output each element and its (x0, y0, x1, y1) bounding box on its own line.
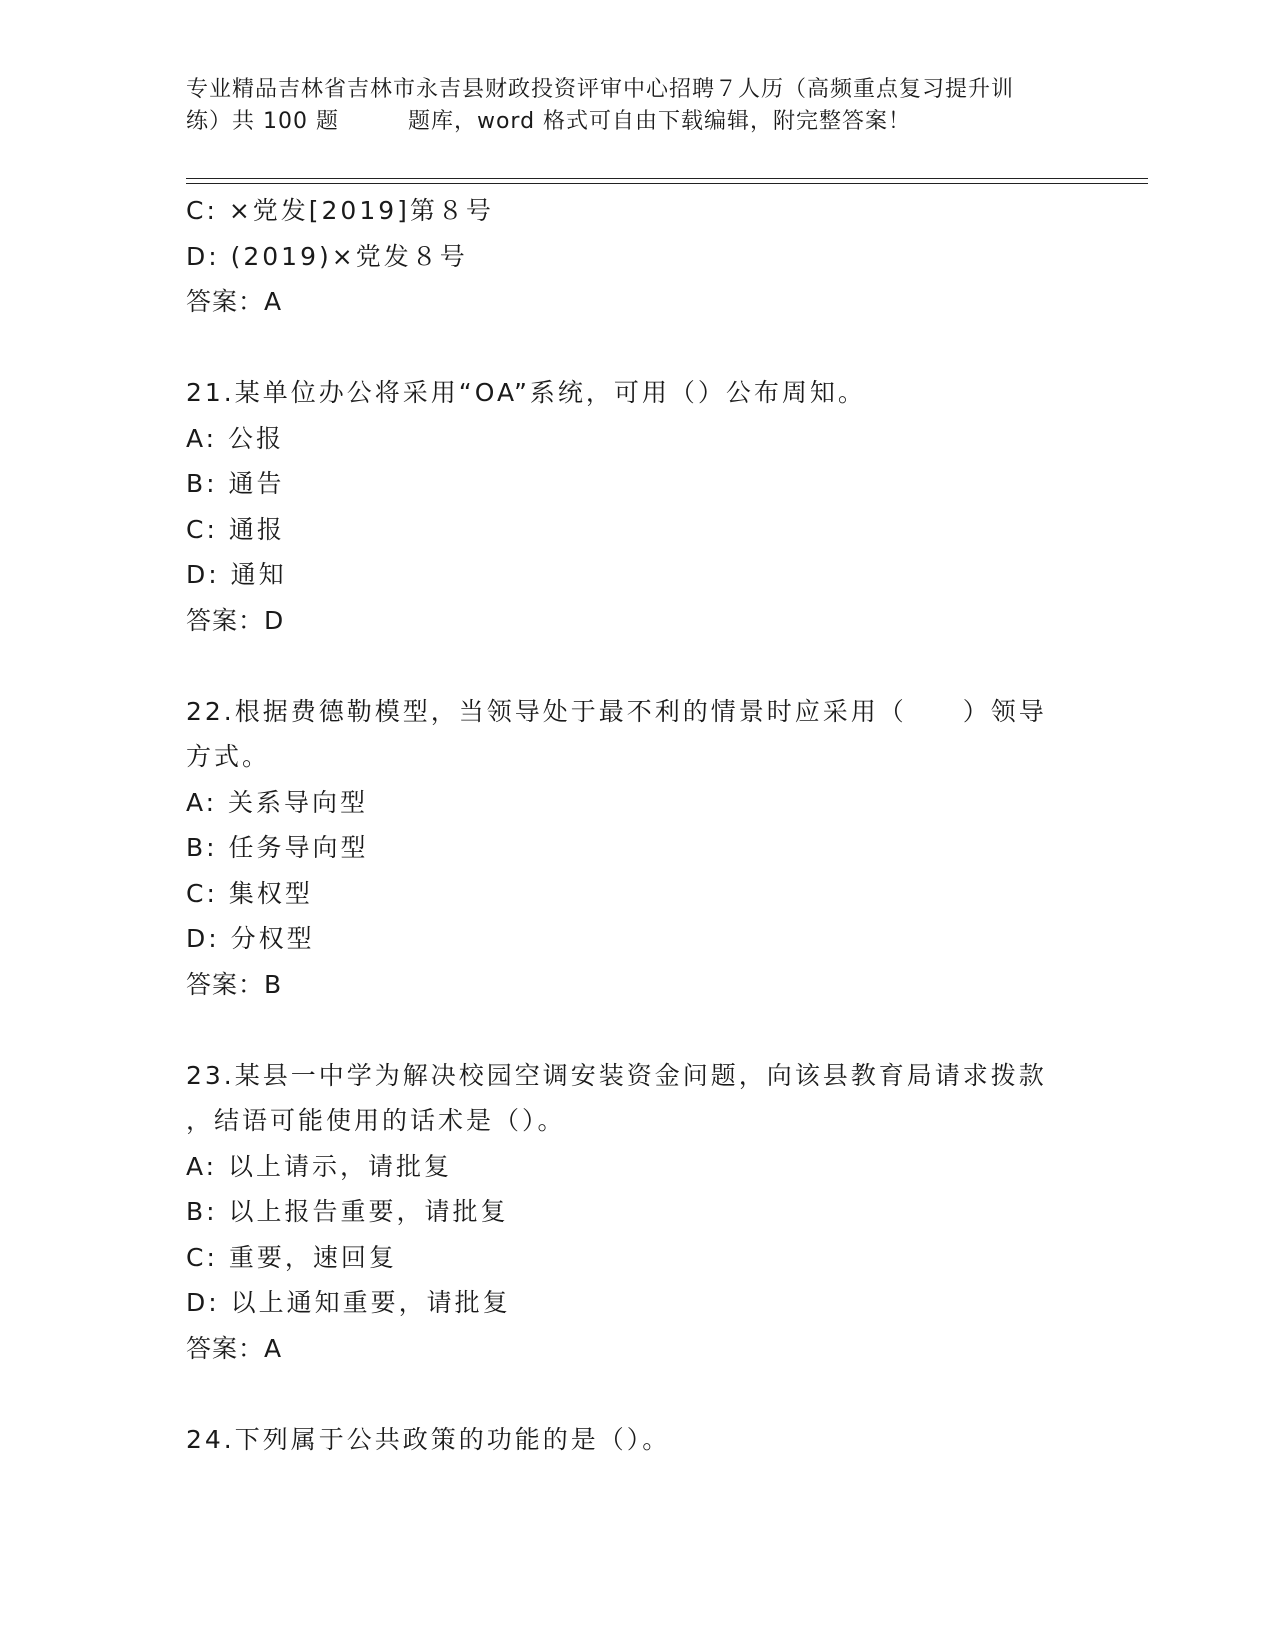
spacer (186, 1007, 1086, 1053)
question-stem-line-2: 方式。 (186, 742, 271, 771)
question-22-block (186, 689, 1086, 1008)
answer-line: 答案：D (186, 605, 285, 635)
answer-line: 答案：A (186, 287, 283, 316)
header-title-line-2: 练）共 100 题 题库，word 格式可自由下载编辑，附完整答案！ (186, 109, 912, 134)
question-23-block (186, 1053, 1086, 1372)
question-stem-line-1: 23.某县一中学为解决校园空调安装资金问题，向该县教育局请求拨款 (186, 1060, 1047, 1090)
header-divider-bottom (186, 183, 1148, 184)
option-a: A: 关系导向型 (186, 787, 369, 817)
answer-line: 答案：A (186, 1333, 283, 1363)
option-a: A: 公报 (186, 423, 285, 453)
option-b: B: 通告 (186, 469, 285, 498)
question-content (186, 188, 1086, 1462)
answer-line: 答案：B (186, 969, 283, 999)
spacer (186, 325, 1086, 371)
spacer (186, 1371, 1086, 1417)
option-a: A: 以上请示，请批复 (186, 1151, 453, 1181)
option-d: D: 分权型 (186, 924, 315, 953)
question-stem-line-1: 22.根据费德勒模型，当领导处于最不利的情景时应采用（ ）领导 (186, 696, 1047, 726)
question-stem: 21.某单位办公将采用“OA”系统，可用（）公布周知。 (186, 378, 866, 407)
header-divider-top (186, 178, 1148, 179)
question-21-block (186, 370, 1086, 643)
header-title-line-1: 专业精品吉林省吉林市永吉县财政投资评审中心招聘７人历（高频重点复习提升训 (186, 77, 1015, 102)
question-stem-line-2: ，结语可能使用的话术是（）。 (186, 1106, 566, 1135)
option-d: D: (2019)×党发８号 (186, 241, 468, 271)
option-c: C: 通报 (186, 514, 285, 544)
spacer (186, 643, 1086, 689)
option-c: C: 重要，速回复 (186, 1242, 397, 1272)
option-b: B: 以上报告重要，请批复 (186, 1197, 509, 1226)
document-header (186, 74, 1086, 138)
option-b: B: 任务导向型 (186, 833, 369, 862)
option-d: D: 以上通知重要，请批复 (186, 1288, 511, 1317)
option-c: C: ×党发[2019]第８号 (186, 196, 494, 225)
question-stem: 24.下列属于公共政策的功能的是（）。 (186, 1424, 671, 1454)
question-24-block (186, 1417, 1086, 1463)
option-d: D: 通知 (186, 560, 287, 589)
previous-question-block (186, 188, 1086, 325)
option-c: C: 集权型 (186, 878, 313, 908)
